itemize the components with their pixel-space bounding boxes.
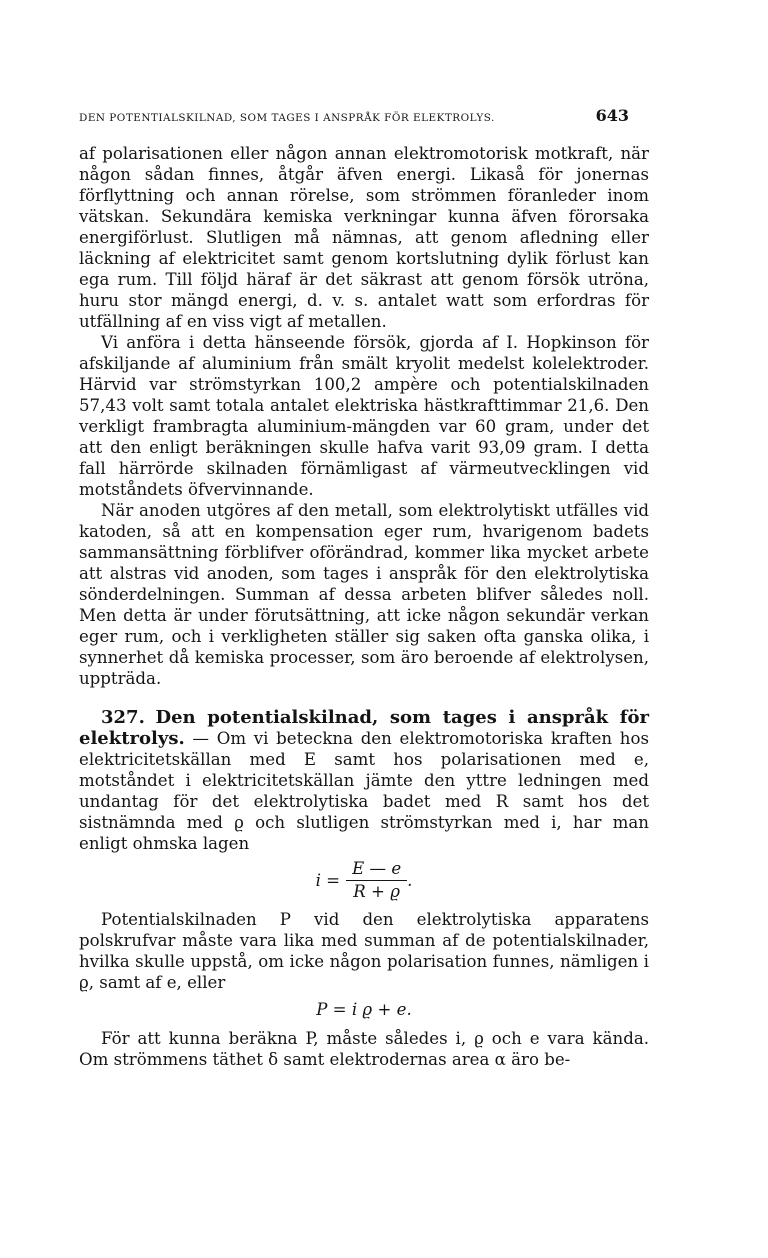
section-paragraph: [79, 707, 649, 854]
paragraph-after-formula: Potentialskilnaden P vid den elektrolytiska apparatens polskrufvar måste vara lika med summan af de potentialskilnader, hvilka skulle uppstå, om icke någon polarisation funnes, nämligen i ϱ, samt af e, eller: [79, 910, 649, 992]
potential-formula: P = i ϱ + e.: [316, 1000, 412, 1019]
paragraph-2: Vi anföra i detta hänseende försök, gjorda af I. Hopkinson för afskiljande af aluminium från smält kryolit medelst kolelektroder. Härvid var strömstyrkan 100,2 ampère och potentialskilnaden 57,43 volt samt totala antalet elektriska hästkrafttimmar 21,6. Den verkligt frambragta aluminium-mängden var 60 gram, under det att den enligt beräkningen skulle hafva varit 93,09 gram. I detta fall härrörde skilnaden förnämligast af värmeutvecklingen vid motståndets öfvervinnande.: [79, 333, 649, 499]
formula-denominator: R + ϱ: [353, 882, 400, 901]
page-number: 643: [595, 106, 629, 125]
formula-suffix: .: [407, 871, 413, 890]
section-text: — Om vi beteckna den elektromotoriska kraften hos elektricitetskällan med E samt hos polarisationen med e, motståndet i elektricitetskällan jämte den yttre ledningen med undantag för det elektrolytiska badet med R samt hos det sistnämnda med ϱ och slutligen strömstyrkan med i, har man enligt ohmska lagen: [79, 729, 649, 853]
paragraph-3: När anoden utgöres af den metall, som elektrolytiskt utfälles vid katoden, så att en kompensation eger rum, hvarigenom badets sammansättning förblifver oförändrad, kommer lika mycket arbete att alstras vid anoden, som tages i anspråk för den elektrolytiska sönderdelningen. Summan af dessa arbeten blifver således noll. Men detta är under förutsättning, att icke någon sekundär verkan eger rum, och i verkligheten ställer sig saken ofta ganska olika, i synnerhet då kemiska processer, som äro beroende af elektrolysen, uppträda.: [79, 501, 649, 688]
page-header: [79, 106, 629, 125]
section-number: 327.: [101, 707, 145, 728]
ohms-law-formula: [79, 858, 649, 903]
formula-lhs: i =: [315, 871, 341, 890]
section-title: Den potentialskilnad, som tages i anspråk för elektrolys.: [79, 707, 649, 749]
running-head: DEN POTENTIALSKILNAD, SOM TAGES I ANSPRÅK FÖR ELEKTROLYS.: [79, 112, 495, 124]
paragraph-1: af polarisationen eller någon annan elektromotorisk motkraft, när någon sådan finnes, åtgår äfven energi. Likaså för jonernas förflyttning och annan rörelse, som strömmen föranleder inom vätskan. Sekundära kemiska verkningar kunna äfven förorsaka energiförlust. Slutligen må nämnas, att genom afledning eller läckning af elektricitet samt genom kortslutning dylik förlust kan ega rum. Till följd häraf är det säkrast att genom försök utröna, huru stor mängd energi, d. v. s. antalet watt som erfordras för utfällning af en viss vigt af metallen.: [79, 144, 649, 331]
paragraph-final: För att kunna beräkna P, måste således i, ϱ och e vara kända. Om strömmens täthet δ samt elektrodernas area α äro be-: [79, 1029, 649, 1069]
formula-fraction: [346, 858, 407, 903]
body-text: [79, 143, 649, 1070]
formula-numerator: E — e: [346, 858, 407, 881]
